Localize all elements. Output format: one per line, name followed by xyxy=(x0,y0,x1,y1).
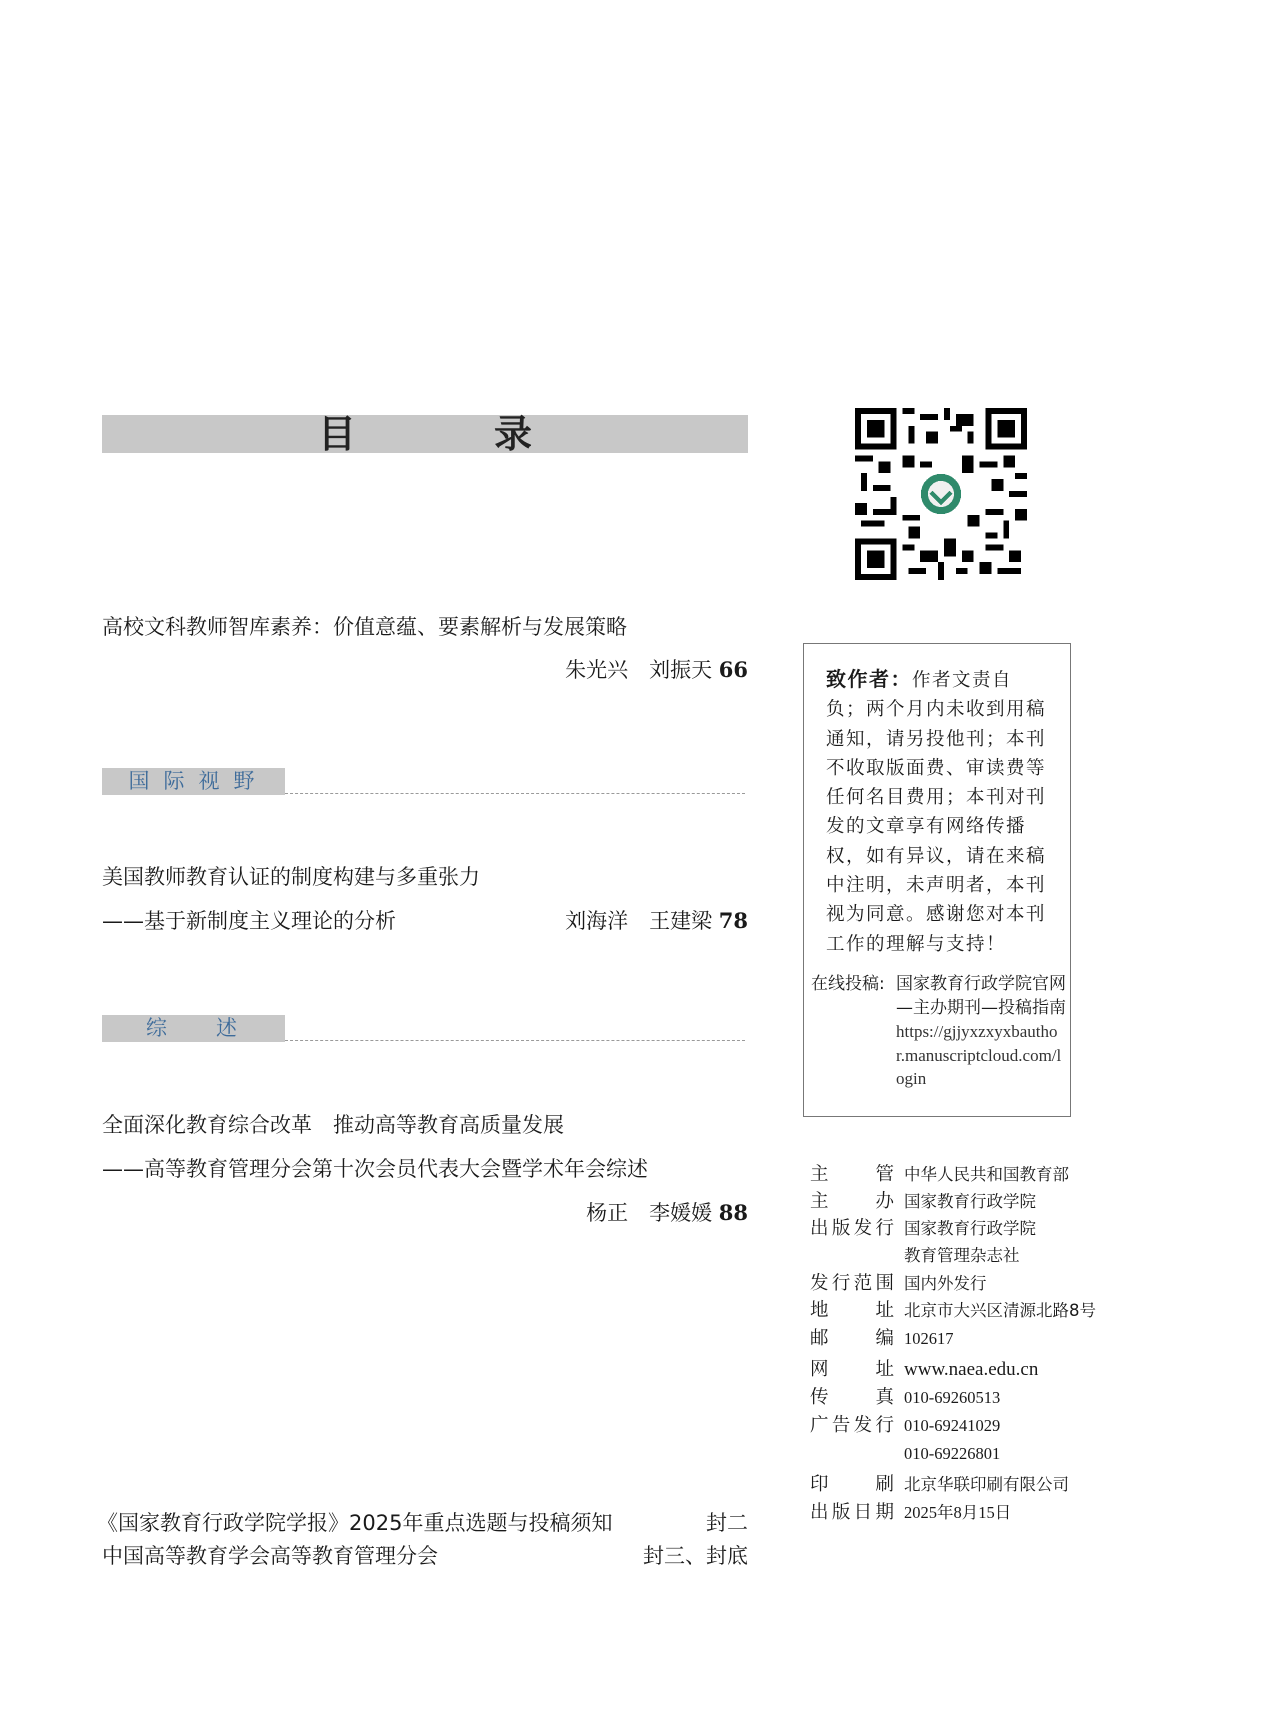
page-number: 78 xyxy=(718,908,748,933)
info-row: 邮编 102617 xyxy=(810,1328,954,1349)
info-row: 印刷 北京华联印刷有限公司 xyxy=(810,1474,1069,1495)
toc-title: 目 录 xyxy=(102,415,748,453)
divider xyxy=(285,793,745,794)
notice-to-authors xyxy=(826,665,1051,959)
online-submission-url[interactable]: https://gjjyxzxyxbauthor.manuscriptcloud.com/login xyxy=(896,1022,1062,1088)
info-row: 主办 国家教育行政学院 xyxy=(810,1191,1036,1212)
section-label: 国际视野 xyxy=(102,768,285,795)
foot-entry-page: 封二 xyxy=(706,1511,748,1535)
toc-entry-title[interactable]: 美国教师教育认证的制度构建与多重张力 xyxy=(102,865,480,889)
info-row: 010-69226801 xyxy=(904,1444,1001,1463)
info-row: 出版日期 2025年8月15日 xyxy=(810,1502,1012,1523)
info-row: 教育管理杂志社 xyxy=(904,1246,1020,1265)
notice-lead: 致作者： xyxy=(826,667,912,691)
online-submission-path: 国家教育行政学院官网—主办期刊—投稿指南 xyxy=(896,974,1066,1018)
toc-entry-subtitle[interactable]: ——基于新制度主义理论的分析 xyxy=(102,909,396,933)
info-row: 出版发行 国家教育行政学院 xyxy=(810,1218,1036,1239)
online-submission-label: 在线投稿: xyxy=(811,974,885,994)
info-row: 广告发行 010-69241029 xyxy=(810,1415,1001,1436)
toc-entry-title[interactable]: 高校文科教师智库素养：价值意蕴、要素解析与发展策略 xyxy=(102,615,627,639)
online-submission-info xyxy=(896,972,1066,1091)
info-row: 主管 中华人民共和国教育部 xyxy=(810,1164,1069,1185)
foot-entry-page: 封三、封底 xyxy=(643,1544,748,1568)
toc-entry-authors: 杨正 李媛媛 88 xyxy=(586,1200,748,1225)
foot-entry-title[interactable]: 中国高等教育学会高等教育管理分会 xyxy=(102,1544,438,1568)
qr-code-icon xyxy=(855,408,1027,580)
toc-entry-subtitle[interactable]: ——高等教育管理分会第十次会员代表大会暨学术年会综述 xyxy=(102,1157,648,1181)
page-number: 88 xyxy=(718,1200,748,1225)
page-number: 66 xyxy=(718,657,748,682)
notice-body: 作者文责自负；两个月内未收到用稿通知，请另投他刊；本刊不收取版面费、审读费等任何名目费用；本刊对刊发的文章享有网络传播权，如有异议，请在来稿中注明，未声明者，本刊视为同意。感谢您对本刊工作的理解与支持！ xyxy=(826,670,1047,955)
toc-entry-authors: 刘海洋 王建梁 78 xyxy=(565,908,748,933)
section-label: 综 述 xyxy=(102,1015,285,1042)
info-row: 地址 北京市大兴区清源北路8号 xyxy=(810,1300,1096,1321)
divider xyxy=(285,1040,745,1041)
toc-entry-title[interactable]: 全面深化教育综合改革 推动高等教育高质量发展 xyxy=(102,1113,564,1137)
foot-entry-title[interactable]: 《国家教育行政学院学报》2025年重点选题与投稿须知 xyxy=(97,1511,613,1535)
toc-entry-authors: 朱光兴 刘振天 66 xyxy=(565,657,748,682)
info-row: 发行范围 国内外发行 xyxy=(810,1273,987,1294)
info-row: 网址 www.naea.edu.cn xyxy=(810,1359,1039,1380)
info-row: 传真 010-69260513 xyxy=(810,1387,1001,1408)
